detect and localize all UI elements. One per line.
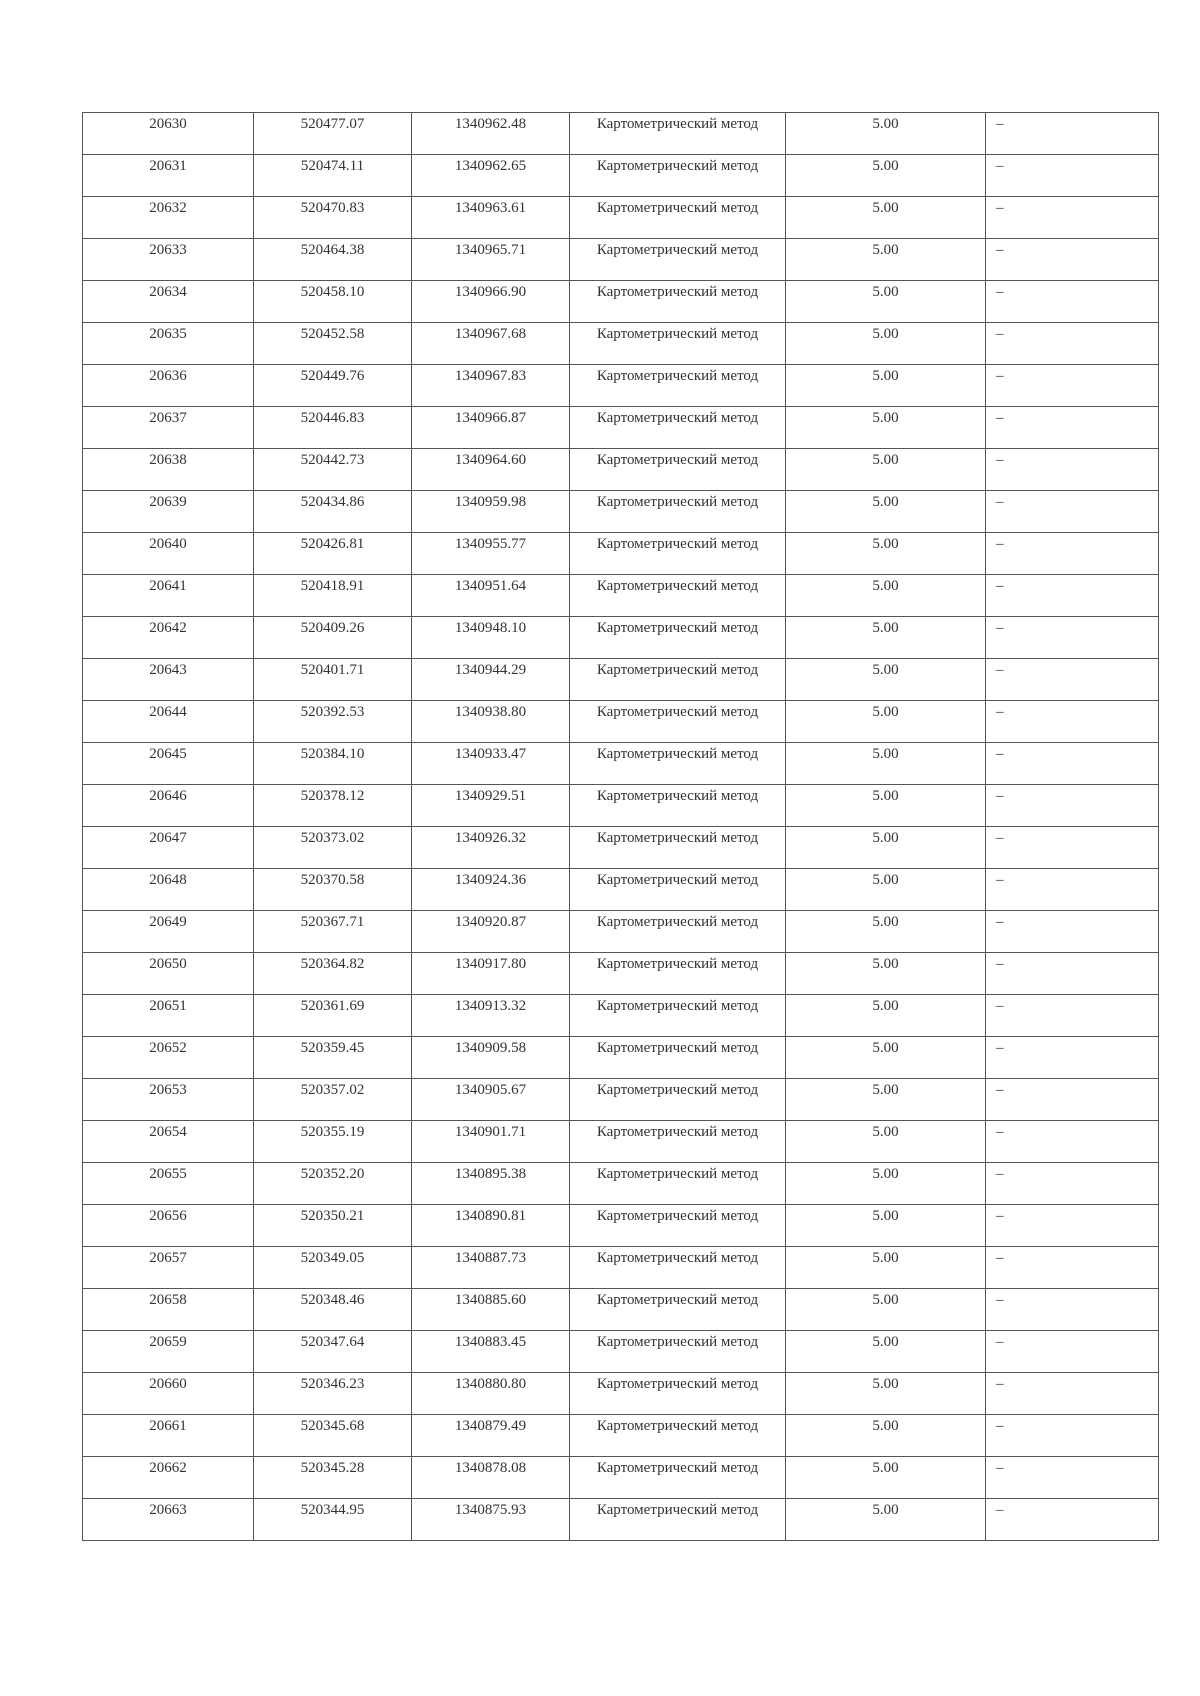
point-number-cell: 20658 xyxy=(83,1289,254,1331)
method-cell: Картометрический метод xyxy=(570,995,786,1037)
x-coordinate-cell: 520355.19 xyxy=(254,1121,412,1163)
x-coordinate-cell: 520345.68 xyxy=(254,1415,412,1457)
method-cell: Картометрический метод xyxy=(570,155,786,197)
note-cell: – xyxy=(986,1415,1159,1457)
y-coordinate-cell: 1340962.48 xyxy=(412,113,570,155)
point-number-cell: 20656 xyxy=(83,1205,254,1247)
y-coordinate-cell: 1340926.32 xyxy=(412,827,570,869)
x-coordinate-cell: 520349.05 xyxy=(254,1247,412,1289)
point-number-cell: 20641 xyxy=(83,575,254,617)
note-cell: – xyxy=(986,239,1159,281)
note-cell: – xyxy=(986,1079,1159,1121)
table-row xyxy=(83,743,1159,785)
point-number-cell: 20636 xyxy=(83,365,254,407)
method-cell: Картометрический метод xyxy=(570,533,786,575)
accuracy-cell: 5.00 xyxy=(786,1499,986,1541)
accuracy-cell: 5.00 xyxy=(786,617,986,659)
note-cell: – xyxy=(986,1247,1159,1289)
accuracy-cell: 5.00 xyxy=(786,491,986,533)
point-number-cell: 20652 xyxy=(83,1037,254,1079)
x-coordinate-cell: 520449.76 xyxy=(254,365,412,407)
table-row xyxy=(83,155,1159,197)
method-cell: Картометрический метод xyxy=(570,1331,786,1373)
x-coordinate-cell: 520364.82 xyxy=(254,953,412,995)
accuracy-cell: 5.00 xyxy=(786,827,986,869)
y-coordinate-cell: 1340917.80 xyxy=(412,953,570,995)
x-coordinate-cell: 520373.02 xyxy=(254,827,412,869)
table-row xyxy=(83,533,1159,575)
table-row xyxy=(83,575,1159,617)
note-cell: – xyxy=(986,1037,1159,1079)
method-cell: Картометрический метод xyxy=(570,407,786,449)
method-cell: Картометрический метод xyxy=(570,197,786,239)
table-row xyxy=(83,1457,1159,1499)
accuracy-cell: 5.00 xyxy=(786,1331,986,1373)
y-coordinate-cell: 1340965.71 xyxy=(412,239,570,281)
method-cell: Картометрический метод xyxy=(570,1373,786,1415)
note-cell: – xyxy=(986,1331,1159,1373)
accuracy-cell: 5.00 xyxy=(786,1121,986,1163)
table-row xyxy=(83,1499,1159,1541)
table-row xyxy=(83,1205,1159,1247)
accuracy-cell: 5.00 xyxy=(786,953,986,995)
table-row xyxy=(83,1331,1159,1373)
accuracy-cell: 5.00 xyxy=(786,407,986,449)
point-number-cell: 20646 xyxy=(83,785,254,827)
point-number-cell: 20640 xyxy=(83,533,254,575)
accuracy-cell: 5.00 xyxy=(786,533,986,575)
table-row xyxy=(83,1415,1159,1457)
x-coordinate-cell: 520474.11 xyxy=(254,155,412,197)
point-number-cell: 20650 xyxy=(83,953,254,995)
x-coordinate-cell: 520378.12 xyxy=(254,785,412,827)
y-coordinate-cell: 1340905.67 xyxy=(412,1079,570,1121)
accuracy-cell: 5.00 xyxy=(786,743,986,785)
note-cell: – xyxy=(986,491,1159,533)
table-row xyxy=(83,995,1159,1037)
y-coordinate-cell: 1340967.83 xyxy=(412,365,570,407)
note-cell: – xyxy=(986,407,1159,449)
note-cell: – xyxy=(986,659,1159,701)
table-row xyxy=(83,785,1159,827)
table-row xyxy=(83,365,1159,407)
point-number-cell: 20663 xyxy=(83,1499,254,1541)
method-cell: Картометрический метод xyxy=(570,617,786,659)
y-coordinate-cell: 1340875.93 xyxy=(412,1499,570,1541)
note-cell: – xyxy=(986,827,1159,869)
method-cell: Картометрический метод xyxy=(570,953,786,995)
table-row xyxy=(83,617,1159,659)
point-number-cell: 20634 xyxy=(83,281,254,323)
y-coordinate-cell: 1340966.87 xyxy=(412,407,570,449)
y-coordinate-cell: 1340944.29 xyxy=(412,659,570,701)
x-coordinate-cell: 520409.26 xyxy=(254,617,412,659)
note-cell: – xyxy=(986,1457,1159,1499)
note-cell: – xyxy=(986,911,1159,953)
table-row xyxy=(83,323,1159,365)
table-row xyxy=(83,407,1159,449)
accuracy-cell: 5.00 xyxy=(786,1289,986,1331)
point-number-cell: 20649 xyxy=(83,911,254,953)
y-coordinate-cell: 1340901.71 xyxy=(412,1121,570,1163)
point-number-cell: 20647 xyxy=(83,827,254,869)
method-cell: Картометрический метод xyxy=(570,659,786,701)
x-coordinate-cell: 520470.83 xyxy=(254,197,412,239)
method-cell: Картометрический метод xyxy=(570,1121,786,1163)
point-number-cell: 20643 xyxy=(83,659,254,701)
table-row xyxy=(83,1163,1159,1205)
point-number-cell: 20637 xyxy=(83,407,254,449)
x-coordinate-cell: 520384.10 xyxy=(254,743,412,785)
accuracy-cell: 5.00 xyxy=(786,449,986,491)
y-coordinate-cell: 1340955.77 xyxy=(412,533,570,575)
table-row xyxy=(83,1373,1159,1415)
point-number-cell: 20653 xyxy=(83,1079,254,1121)
note-cell: – xyxy=(986,953,1159,995)
y-coordinate-cell: 1340887.73 xyxy=(412,1247,570,1289)
accuracy-cell: 5.00 xyxy=(786,1457,986,1499)
x-coordinate-cell: 520370.58 xyxy=(254,869,412,911)
method-cell: Картометрический метод xyxy=(570,1247,786,1289)
y-coordinate-cell: 1340879.49 xyxy=(412,1415,570,1457)
accuracy-cell: 5.00 xyxy=(786,1247,986,1289)
y-coordinate-cell: 1340951.64 xyxy=(412,575,570,617)
accuracy-cell: 5.00 xyxy=(786,575,986,617)
y-coordinate-cell: 1340895.38 xyxy=(412,1163,570,1205)
x-coordinate-cell: 520401.71 xyxy=(254,659,412,701)
x-coordinate-cell: 520446.83 xyxy=(254,407,412,449)
table-row xyxy=(83,659,1159,701)
x-coordinate-cell: 520344.95 xyxy=(254,1499,412,1541)
note-cell: – xyxy=(986,575,1159,617)
x-coordinate-cell: 520426.81 xyxy=(254,533,412,575)
x-coordinate-cell: 520418.91 xyxy=(254,575,412,617)
x-coordinate-cell: 520434.86 xyxy=(254,491,412,533)
y-coordinate-cell: 1340933.47 xyxy=(412,743,570,785)
point-number-cell: 20655 xyxy=(83,1163,254,1205)
x-coordinate-cell: 520452.58 xyxy=(254,323,412,365)
y-coordinate-cell: 1340920.87 xyxy=(412,911,570,953)
table-row xyxy=(83,1121,1159,1163)
table-row xyxy=(83,1247,1159,1289)
accuracy-cell: 5.00 xyxy=(786,1205,986,1247)
note-cell: – xyxy=(986,1163,1159,1205)
accuracy-cell: 5.00 xyxy=(786,1037,986,1079)
table-row xyxy=(83,911,1159,953)
note-cell: – xyxy=(986,869,1159,911)
method-cell: Картометрический метод xyxy=(570,911,786,953)
point-number-cell: 20644 xyxy=(83,701,254,743)
method-cell: Картометрический метод xyxy=(570,281,786,323)
point-number-cell: 20639 xyxy=(83,491,254,533)
method-cell: Картометрический метод xyxy=(570,365,786,407)
y-coordinate-cell: 1340938.80 xyxy=(412,701,570,743)
x-coordinate-cell: 520367.71 xyxy=(254,911,412,953)
x-coordinate-cell: 520464.38 xyxy=(254,239,412,281)
note-cell: – xyxy=(986,323,1159,365)
method-cell: Картометрический метод xyxy=(570,827,786,869)
y-coordinate-cell: 1340948.10 xyxy=(412,617,570,659)
accuracy-cell: 5.00 xyxy=(786,1415,986,1457)
x-coordinate-cell: 520347.64 xyxy=(254,1331,412,1373)
x-coordinate-cell: 520352.20 xyxy=(254,1163,412,1205)
note-cell: – xyxy=(986,785,1159,827)
note-cell: – xyxy=(986,113,1159,155)
table-row xyxy=(83,827,1159,869)
y-coordinate-cell: 1340962.65 xyxy=(412,155,570,197)
x-coordinate-cell: 520350.21 xyxy=(254,1205,412,1247)
point-number-cell: 20662 xyxy=(83,1457,254,1499)
y-coordinate-cell: 1340885.60 xyxy=(412,1289,570,1331)
method-cell: Картометрический метод xyxy=(570,323,786,365)
note-cell: – xyxy=(986,1205,1159,1247)
accuracy-cell: 5.00 xyxy=(786,239,986,281)
accuracy-cell: 5.00 xyxy=(786,155,986,197)
table-body xyxy=(83,113,1159,1541)
accuracy-cell: 5.00 xyxy=(786,869,986,911)
method-cell: Картометрический метод xyxy=(570,869,786,911)
method-cell: Картометрический метод xyxy=(570,743,786,785)
x-coordinate-cell: 520442.73 xyxy=(254,449,412,491)
accuracy-cell: 5.00 xyxy=(786,113,986,155)
method-cell: Картометрический метод xyxy=(570,1499,786,1541)
note-cell: – xyxy=(986,1499,1159,1541)
point-number-cell: 20635 xyxy=(83,323,254,365)
y-coordinate-cell: 1340963.61 xyxy=(412,197,570,239)
x-coordinate-cell: 520477.07 xyxy=(254,113,412,155)
method-cell: Картометрический метод xyxy=(570,1457,786,1499)
point-number-cell: 20633 xyxy=(83,239,254,281)
y-coordinate-cell: 1340966.90 xyxy=(412,281,570,323)
method-cell: Картометрический метод xyxy=(570,449,786,491)
accuracy-cell: 5.00 xyxy=(786,197,986,239)
coordinates-table xyxy=(82,112,1159,1541)
point-number-cell: 20645 xyxy=(83,743,254,785)
method-cell: Картометрический метод xyxy=(570,1415,786,1457)
point-number-cell: 20648 xyxy=(83,869,254,911)
method-cell: Картометрический метод xyxy=(570,1079,786,1121)
table-row xyxy=(83,1289,1159,1331)
accuracy-cell: 5.00 xyxy=(786,365,986,407)
point-number-cell: 20631 xyxy=(83,155,254,197)
method-cell: Картометрический метод xyxy=(570,575,786,617)
point-number-cell: 20638 xyxy=(83,449,254,491)
note-cell: – xyxy=(986,1121,1159,1163)
y-coordinate-cell: 1340964.60 xyxy=(412,449,570,491)
note-cell: – xyxy=(986,449,1159,491)
note-cell: – xyxy=(986,197,1159,239)
point-number-cell: 20651 xyxy=(83,995,254,1037)
x-coordinate-cell: 520345.28 xyxy=(254,1457,412,1499)
x-coordinate-cell: 520392.53 xyxy=(254,701,412,743)
table-row xyxy=(83,281,1159,323)
note-cell: – xyxy=(986,701,1159,743)
y-coordinate-cell: 1340878.08 xyxy=(412,1457,570,1499)
y-coordinate-cell: 1340913.32 xyxy=(412,995,570,1037)
point-number-cell: 20659 xyxy=(83,1331,254,1373)
table-row xyxy=(83,1037,1159,1079)
point-number-cell: 20654 xyxy=(83,1121,254,1163)
accuracy-cell: 5.00 xyxy=(786,1079,986,1121)
table-row xyxy=(83,869,1159,911)
point-number-cell: 20657 xyxy=(83,1247,254,1289)
accuracy-cell: 5.00 xyxy=(786,995,986,1037)
note-cell: – xyxy=(986,365,1159,407)
table-row xyxy=(83,197,1159,239)
table-row xyxy=(83,701,1159,743)
table-row xyxy=(83,113,1159,155)
x-coordinate-cell: 520346.23 xyxy=(254,1373,412,1415)
accuracy-cell: 5.00 xyxy=(786,1373,986,1415)
y-coordinate-cell: 1340924.36 xyxy=(412,869,570,911)
point-number-cell: 20630 xyxy=(83,113,254,155)
method-cell: Картометрический метод xyxy=(570,1163,786,1205)
method-cell: Картометрический метод xyxy=(570,701,786,743)
y-coordinate-cell: 1340967.68 xyxy=(412,323,570,365)
method-cell: Картометрический метод xyxy=(570,1205,786,1247)
y-coordinate-cell: 1340909.58 xyxy=(412,1037,570,1079)
accuracy-cell: 5.00 xyxy=(786,659,986,701)
note-cell: – xyxy=(986,1289,1159,1331)
table-row xyxy=(83,953,1159,995)
table-row xyxy=(83,491,1159,533)
method-cell: Картометрический метод xyxy=(570,1037,786,1079)
x-coordinate-cell: 520348.46 xyxy=(254,1289,412,1331)
y-coordinate-cell: 1340883.45 xyxy=(412,1331,570,1373)
point-number-cell: 20661 xyxy=(83,1415,254,1457)
point-number-cell: 20660 xyxy=(83,1373,254,1415)
accuracy-cell: 5.00 xyxy=(786,1163,986,1205)
note-cell: – xyxy=(986,995,1159,1037)
accuracy-cell: 5.00 xyxy=(786,911,986,953)
note-cell: – xyxy=(986,155,1159,197)
method-cell: Картометрический метод xyxy=(570,491,786,533)
note-cell: – xyxy=(986,533,1159,575)
table-row xyxy=(83,1079,1159,1121)
accuracy-cell: 5.00 xyxy=(786,701,986,743)
method-cell: Картометрический метод xyxy=(570,1289,786,1331)
x-coordinate-cell: 520458.10 xyxy=(254,281,412,323)
note-cell: – xyxy=(986,281,1159,323)
method-cell: Картометрический метод xyxy=(570,785,786,827)
note-cell: – xyxy=(986,617,1159,659)
y-coordinate-cell: 1340880.80 xyxy=(412,1373,570,1415)
x-coordinate-cell: 520361.69 xyxy=(254,995,412,1037)
note-cell: – xyxy=(986,1373,1159,1415)
accuracy-cell: 5.00 xyxy=(786,785,986,827)
method-cell: Картометрический метод xyxy=(570,113,786,155)
table-row xyxy=(83,239,1159,281)
y-coordinate-cell: 1340890.81 xyxy=(412,1205,570,1247)
method-cell: Картометрический метод xyxy=(570,239,786,281)
y-coordinate-cell: 1340959.98 xyxy=(412,491,570,533)
point-number-cell: 20632 xyxy=(83,197,254,239)
point-number-cell: 20642 xyxy=(83,617,254,659)
accuracy-cell: 5.00 xyxy=(786,281,986,323)
y-coordinate-cell: 1340929.51 xyxy=(412,785,570,827)
x-coordinate-cell: 520357.02 xyxy=(254,1079,412,1121)
accuracy-cell: 5.00 xyxy=(786,323,986,365)
table-row xyxy=(83,449,1159,491)
x-coordinate-cell: 520359.45 xyxy=(254,1037,412,1079)
note-cell: – xyxy=(986,743,1159,785)
